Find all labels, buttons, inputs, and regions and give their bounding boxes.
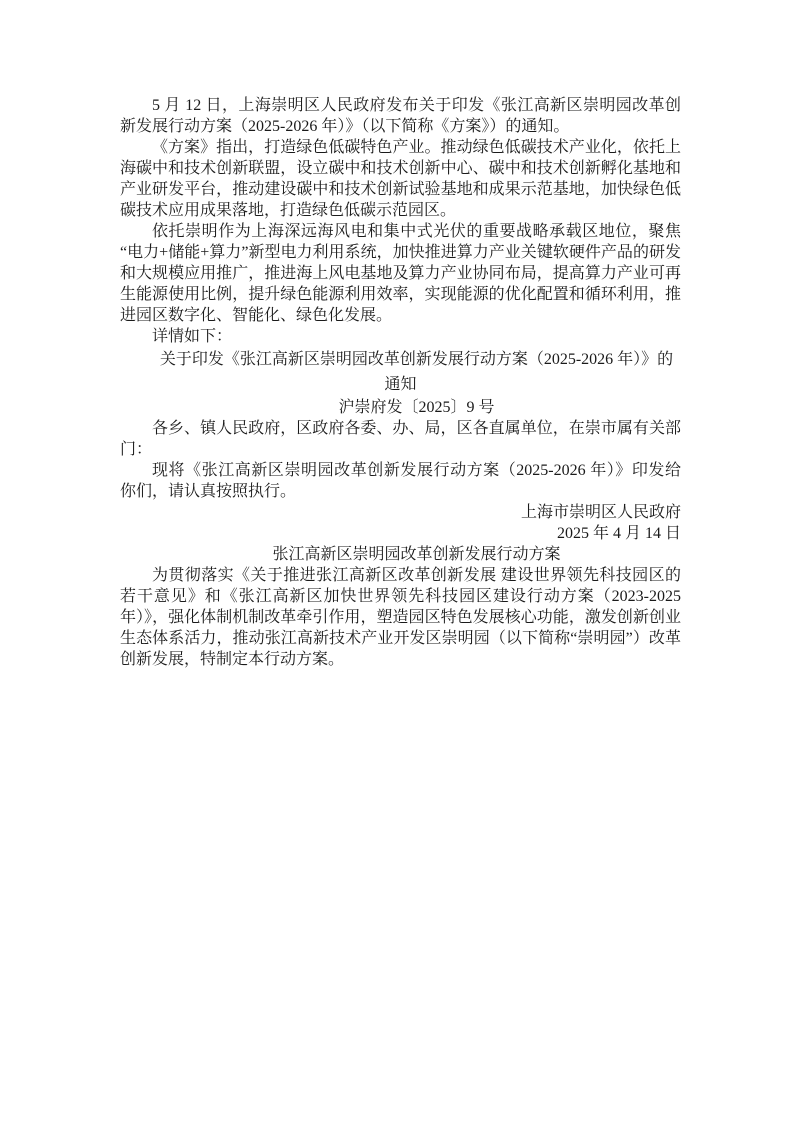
details-label: 详情如下： <box>152 328 233 345</box>
intro-paragraph-energy-computing: 依托崇明作为上海深远海风电和集中式光伏的重要战略承载区地位，聚焦“电力+储能+算力”新型电力利用系统，加快推进算力产业关键软硬件产品的研发和大规模应用推广，推进海上风电基地及算力产业协同布局，提高算力产业可再生能源使用比例，提升绿色能源利用效率，实现能源的优化配置和循环利用，推进园区数字化、智能化、绿色化发展。 <box>120 223 681 324</box>
notice-issuer: 上海市崇明区人民政府 <box>520 504 681 521</box>
notice-addressees: 各乡、镇人民政府，区政府各委、办、局，区各直属单位，在崇市属有关部门： <box>120 420 681 458</box>
plan-title: 张江高新区崇明园改革创新发展行动方案 <box>272 546 561 563</box>
notice-doc-number: 沪崇府发〔2025〕9 号 <box>338 399 495 416</box>
notice-body: 现将《张江高新区崇明园改革创新发展行动方案（2025-2026 年）》印发给你们，请认真按照执行。 <box>120 462 681 500</box>
plan-opening-paragraph: 为贯彻落实《关于推进张江高新区改革创新发展 建设世界领先科技园区的若干意见》和《张江高新区加快世界领先科技园区建设行动方案（2023-2025 年）》，强化体制机制改革牵引作用，塑造园区特色发展核心功能，激发创新创业生态体系活力，推动张江高新技术产业开发区崇明园（以下简称“崇明园”）改革创新发展，特制定本行动方案。 <box>120 567 681 668</box>
notice-title: 关于印发《张江高新区崇明园改革创新发展行动方案（2025-2026 年）》的通知 <box>159 351 674 393</box>
intro-paragraph-green-lowcarbon: 《方案》指出，打造绿色低碳特色产业。推动绿色低碳技术产业化，依托上海碳中和技术创新联盟，设立碳中和技术创新中心、碳中和技术创新孵化基地和产业研发平台，推动建设碳中和技术创新试验基地和成果示范基地，加快绿色低碳技术应用成果落地，打造绿色低碳示范园区。 <box>120 139 681 219</box>
intro-paragraph-announcement: 5 月 12 日，上海崇明区人民政府发布关于印发《张江高新区崇明园改革创新发展行动方案（2025-2026 年）》（以下简称《方案》）的通知。 <box>120 97 681 135</box>
notice-date: 2025 年 4 月 14 日 <box>556 525 681 542</box>
